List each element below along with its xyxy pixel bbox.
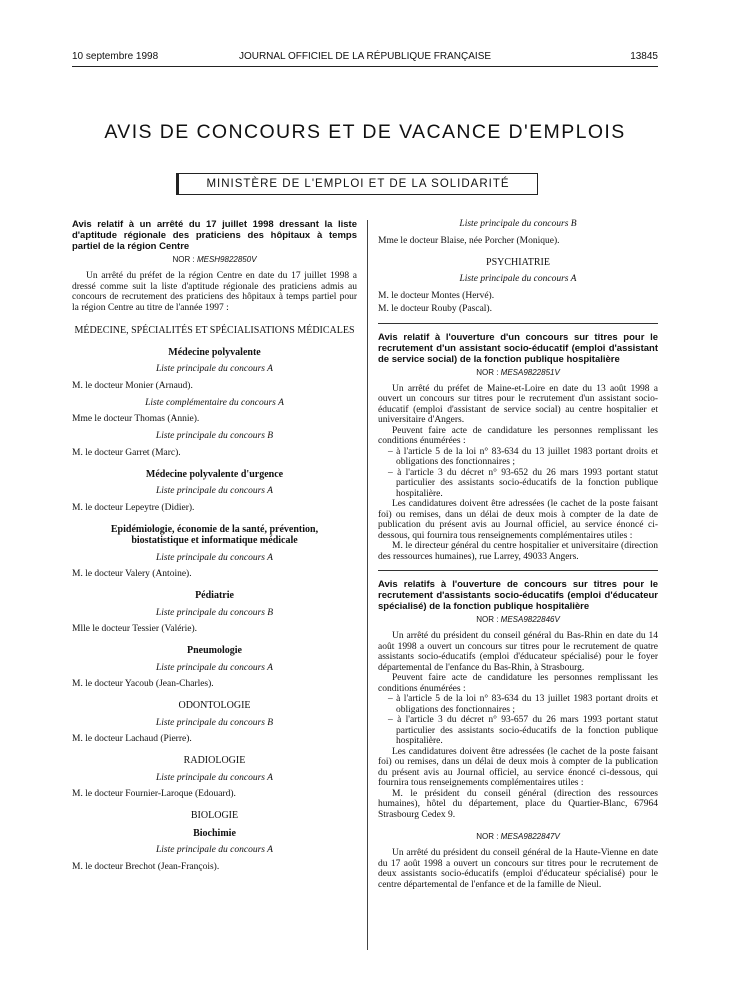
- notice-paragraph: M. le président du conseil général (direction des ressources humaines), hôtel du département, place du Quartier-Blanc, 67964 Strasbourg Cedex 9.: [378, 788, 658, 820]
- list-item: M. le docteur Monier (Arnaud).: [72, 380, 193, 391]
- list-label: Liste principale du concours B: [155, 431, 274, 441]
- notice-bullet: – à l'article 3 du décret n° 93-657 du 26 mars 1993 portant statut particulier des assistants socio-éducatifs de la fonction publique hospitalière.: [388, 715, 658, 746]
- header-date: 10 septembre 1998: [72, 51, 159, 62]
- header-page-number: 13845: [630, 51, 658, 62]
- list-label: Liste principale du concours A: [156, 845, 273, 855]
- list-item: M. le docteur Lachaud (Pierre).: [72, 734, 192, 744]
- notice-heading: Avis relatif à un arrêté du 17 juillet 1998 dressant la liste d'aptitude régionale des praticiens des hôpitaux à temps partiel de la région Centre: [72, 219, 357, 252]
- notice-bullet: – à l'article 3 du décret n° 93-652 du 26 mars 1993 portant statut particulier des assistants socio-éducatifs de la fonction publique hospitalière.: [388, 467, 658, 499]
- notice-heading: Avis relatif à l'ouverture d'un concours sur titres pour le recrutement d'un assistant socio-éducatif (emploi d'assistant de service social) de la fonction publique hospitalière: [378, 331, 658, 365]
- list-label: Liste principale du concours A: [156, 552, 273, 563]
- list-item: M. le docteur Garret (Marc).: [72, 447, 181, 458]
- section-separator: [378, 323, 658, 324]
- list-item: M. le docteur Lepeytre (Didier).: [72, 502, 195, 513]
- page-title: AVIS DE CONCOURS ET DE VACANCE D'EMPLOIS: [104, 121, 626, 143]
- list-item: M. le docteur Brechot (Jean-François).: [72, 861, 220, 872]
- list-item: M. le docteur Rouby (Pascal).: [378, 303, 492, 314]
- list-label: Liste principale du concours B: [155, 607, 274, 618]
- list-item: M. le docteur Fournier-Laroque (Edouard).: [72, 789, 236, 799]
- section-separator: [378, 570, 658, 571]
- list-item: Mme le docteur Blaise, née Porcher (Monique).: [378, 235, 560, 246]
- list-label: Liste principale du concours B: [459, 219, 577, 229]
- group-heading: RADIOLOGIE: [183, 755, 246, 766]
- header-rule: [72, 66, 658, 67]
- group-heading: ODONTOLOGIE: [178, 700, 251, 711]
- list-item: M. le docteur Yacoub (Jean-Charles).: [72, 679, 214, 689]
- list-item: Mme le docteur Thomas (Annie).: [72, 414, 200, 424]
- list-label: Liste principale du concours A: [459, 274, 577, 284]
- left-column: [72, 219, 357, 877]
- list-item: M. le docteur Valery (Antoine).: [72, 569, 192, 579]
- notice-paragraph: Peuvent faire acte de candidature les personnes remplissant les conditions énumérées :: [378, 673, 658, 694]
- notice-paragraph: Un arrêté du préfet de Maine-et-Loire en date du 13 août 1998 a ouvert un concours sur titres pour le recrutement d'un assistant socio-éducatif (emploi d'assistant de service social) au centre hospitalier et universitaire d'Angers.: [378, 383, 658, 425]
- notice-heading: Avis relatifs à l'ouverture de concours sur titres pour le recrutement d'assistants socio-éducatifs (emploi d'éducateur spécialisé) de la fonction publique hospitalière: [378, 579, 658, 612]
- nor-reference: NOR : MESA9822846V: [476, 615, 560, 624]
- group-heading: MÉDECINE, SPÉCIALITÉS ET SPÉCIALISATIONS MÉDICALES: [74, 325, 355, 336]
- nor-reference: NOR : MESA9822851V: [476, 367, 560, 377]
- speciality-heading: Pédiatrie: [195, 590, 234, 601]
- list-label: Liste principale du concours B: [155, 717, 274, 728]
- speciality-heading: Pneumologie: [187, 645, 242, 656]
- list-label: Liste complémentaire du concours A: [145, 397, 284, 408]
- notice-paragraph: Peuvent faire acte de candidature les personnes remplissant les conditions énumérées :: [378, 425, 658, 446]
- notice-paragraph: Les candidatures doivent être adressées (le cachet de la poste faisant foi) ou remises, dans un délai de deux mois à compter de la date de publication du présent avis au Journal officiel, au service énoncé ci-dessous, qui fournira tous renseignements complémentaires utiles :: [378, 499, 658, 541]
- speciality-heading: Médecine polyvalente: [168, 346, 261, 358]
- nor-reference: NOR : MESH9822850V: [172, 255, 257, 264]
- header-journal: JOURNAL OFFICIEL DE LA RÉPUBLIQUE FRANÇAISE: [238, 51, 492, 62]
- group-heading: PSYCHIATRIE: [486, 256, 550, 268]
- notice-paragraph: M. le directeur général du centre hospitalier et universitaire (direction des ressources humaines), rue Larrey, 49033 Angers.: [378, 541, 658, 562]
- page-header: [72, 51, 658, 65]
- notice-bullet: – à l'article 5 de la loi n° 83-634 du 13 juillet 1983 portant droits et obligations des fonctionnaires ;: [388, 694, 658, 715]
- column-divider: [367, 220, 368, 950]
- speciality-heading: Epidémiologie, économie de la santé, prévention, biostatistique et informatique médicale: [110, 523, 319, 546]
- list-label: Liste principale du concours A: [156, 662, 273, 673]
- list-item: M. le docteur Montes (Hervé).: [378, 290, 495, 301]
- notice-paragraph: Les candidatures doivent être adressées (le cachet de la poste faisant foi) ou remises, dans un délai de deux mois à compter de la publication du présent avis au Journal officiel, au service énoncé ci-dessous, qui fournira tous renseignements complémentaires utiles :: [378, 746, 658, 788]
- list-item: Mlle le docteur Tessier (Valérie).: [72, 624, 197, 634]
- list-label: Liste principale du concours A: [156, 772, 273, 783]
- ministry-box: MINISTÈRE DE L'EMPLOI ET DE LA SOLIDARITÉ: [176, 173, 538, 195]
- speciality-heading: Biochimie: [193, 827, 236, 839]
- list-label: Liste principale du concours A: [156, 486, 273, 496]
- right-column: [378, 219, 658, 890]
- notice-bullet: – à l'article 5 de la loi n° 83-634 du 13 juillet 1983 portant droits et obligations des fonctionnaires ;: [388, 446, 658, 467]
- nor-reference: NOR : MESA9822847V: [476, 832, 560, 841]
- list-label: Liste principale du concours A: [156, 364, 273, 374]
- group-heading: BIOLOGIE: [190, 810, 239, 821]
- speciality-heading: Médecine polyvalente d'urgence: [145, 468, 284, 480]
- notice-intro: Un arrêté du préfet de la région Centre en date du 17 juillet 1998 a dressé comme suit la liste d'aptitude régionale des praticiens admis au concours de recrutement des praticiens des hôpitaux à temps partiel pour la région Centre au titre de l'année 1997 :: [72, 271, 357, 313]
- notice-paragraph: Un arrêté du président du conseil général de la Haute-Vienne en date du 17 août 1998 a ouvert un concours sur titres pour le recrutement de deux assistants socio-éducatifs (emploi d'éducateur spécialisé) pour le centre départemental de l'enfance et de la famille de Nieul.: [378, 848, 658, 890]
- notice-paragraph: Un arrêté du président du conseil général du Bas-Rhin en date du 14 août 1998 a ouvert un concours sur titres pour le recrutement de quatre assistants socio-éducatifs (emploi d'éducateur spécialisé) pour le foyer départemental de l'enfance du Bas-Rhin, à Strasbourg.: [378, 631, 658, 673]
